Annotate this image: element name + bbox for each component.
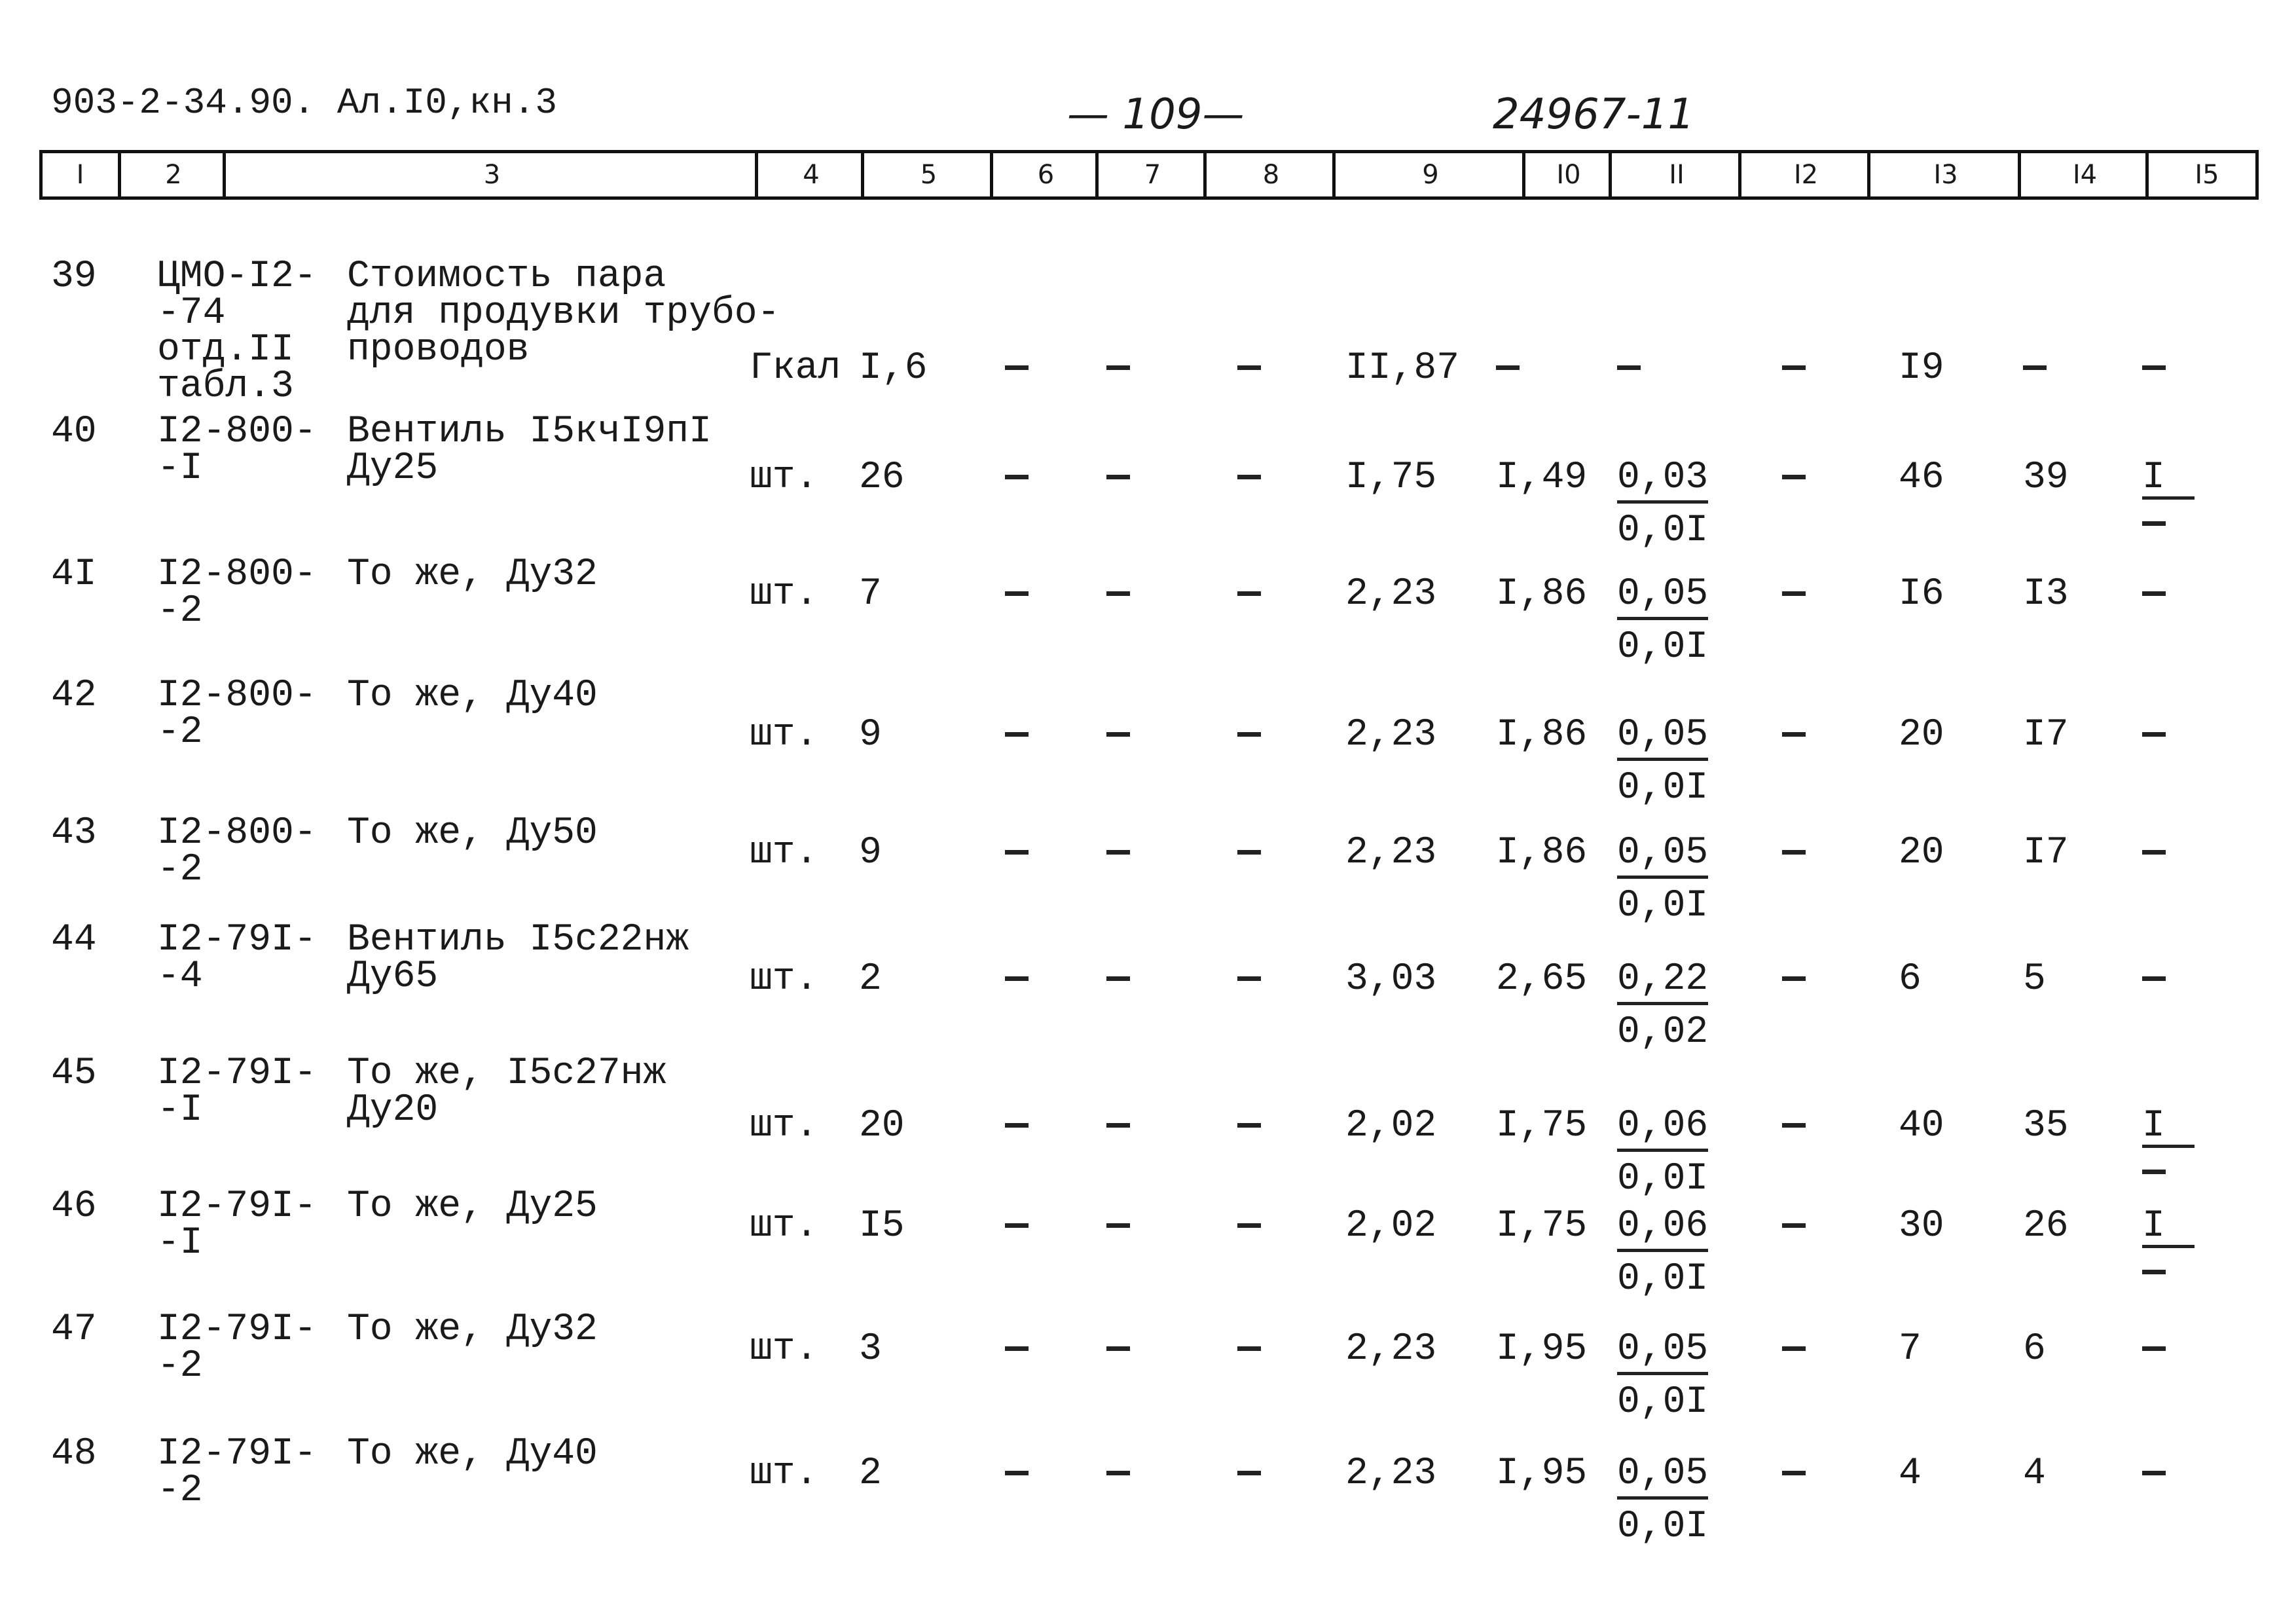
col-11-bottom: 0,0I [1617,1381,1709,1424]
col-14-value: I7 [2023,832,2069,874]
col-11-fraction [1617,1105,1709,1200]
column-number-header [39,150,2259,200]
col-9-value: 2,02 [1345,1105,1437,1147]
col-8-value [1237,576,1261,613]
col-7-value [1106,717,1130,754]
col-10-value: I,86 [1496,573,1588,616]
unit: шт. [750,1205,818,1247]
price-code: I2-79I- -2 [157,1433,317,1512]
unit: шт. [750,1328,818,1371]
price-code: I2-79I- -2 [157,1308,317,1388]
price-code: I2-800- -I [157,411,317,490]
col-13-value: 46 [1899,456,1944,499]
inventory-number: 24967-11 [1493,90,1695,139]
col-11-top: 0,06 [1617,1108,1708,1152]
price-code: I2-79I- -4 [157,919,317,998]
col-11-fraction [1617,1328,1709,1424]
col-9-value: 2,02 [1345,1205,1437,1247]
col-11-bottom: 0,0I [1617,1158,1709,1200]
column-number: 3 [223,153,758,196]
col-11-top: 0,05 [1617,576,1708,620]
col-15-bottom [2142,506,2195,543]
col-15-value [2142,835,2166,872]
col-12-value [1782,961,1806,998]
col-9-value: II,87 [1345,347,1460,390]
price-code: I2-800- -2 [157,812,317,891]
column-number: I4 [2018,153,2149,196]
col-11-bottom: 0,0I [1617,626,1709,669]
col-10-value: I,86 [1496,714,1588,756]
col-10-value: I,95 [1496,1328,1588,1371]
col-7-value [1106,1108,1130,1145]
col-15-bottom [2142,1255,2195,1291]
col-6-value [1005,1331,1029,1368]
col-9-value: 2,23 [1345,832,1437,874]
quantity: I5 [859,1205,905,1247]
col-13-value: 7 [1899,1328,1922,1371]
item-name: Стоимость пара для продувки трубо- проводов [347,255,780,371]
col-13-value: I6 [1899,573,1944,616]
item-name: То же, Ду32 [347,1308,598,1351]
column-number: I [76,160,84,190]
col-6-value [1005,1208,1029,1245]
col-8-value [1237,961,1261,998]
column-number: 7 [1095,153,1207,196]
quantity: 2 [859,958,882,1001]
row-number: 48 [51,1433,97,1475]
col-11-top: 0,05 [1617,1331,1708,1375]
col-11-bottom: 0,02 [1617,1011,1709,1054]
col-11-top: 0,05 [1617,717,1708,761]
col-8-value [1237,717,1261,754]
col-15-value [2142,350,2166,387]
col-10-value: I,95 [1496,1452,1588,1495]
price-code: I2-79I- -I [157,1185,317,1264]
column-number: 2 [118,153,226,196]
col-6-value [1005,1456,1029,1492]
column-number: 9 [1332,153,1525,196]
col-8-value [1237,1208,1261,1245]
col-14-value: I7 [2023,714,2069,756]
col-15-value [2142,717,2166,754]
col-12-value [1782,1331,1806,1368]
row-number: 45 [51,1052,97,1095]
col-11-bottom: 0,0I [1617,1505,1709,1548]
col-6-value [1005,576,1029,613]
col-13-value: 4 [1899,1452,1922,1495]
col-7-value [1106,350,1130,387]
col-10-value: I,49 [1496,456,1588,499]
document-code: 903-2-34.90. Ал.I0,кн.3 [51,82,557,124]
col-11-fraction [1617,832,1709,927]
col-6-value [1005,1108,1029,1145]
item-name: То же, Ду32 [347,553,598,596]
col-11-bottom: 0,0I [1617,1258,1709,1301]
column-number: 6 [990,153,1099,196]
item-name: То же, I5с27нж Ду20 [347,1052,666,1132]
col-7-value [1106,460,1130,496]
col-7-value [1106,1208,1130,1245]
page-number: — 109— [1067,90,1245,139]
col-11-top: 0,22 [1617,961,1708,1005]
col-12-value [1782,1456,1806,1492]
col-11-bottom: 0,0I [1617,767,1709,809]
item-name: Вентиль I5кчI9пI Ду25 [347,411,712,490]
col-10-value: 2,65 [1496,958,1588,1001]
col-9-value: 2,23 [1345,714,1437,756]
col-11-fraction [1617,573,1709,669]
col-8-value [1237,835,1261,872]
quantity: I,6 [859,347,928,390]
item-name: То же, Ду40 [347,1433,598,1475]
col-15-value [2142,1331,2166,1368]
col-9-value: 2,23 [1345,573,1437,616]
row-number: 43 [51,812,97,855]
col-13-value: 20 [1899,714,1944,756]
row-number: 47 [51,1308,97,1351]
unit: шт. [750,832,818,874]
column-number: I5 [2145,153,2265,196]
col-15-fraction [2142,1105,2195,1191]
col-7-value [1106,961,1130,998]
col-12-value [1782,835,1806,872]
col-11-fraction [1617,958,1709,1054]
col-6-value [1005,350,1029,387]
col-13-value: 30 [1899,1205,1944,1247]
col-11-top: 0,05 [1617,1456,1708,1500]
col-10-value: I,86 [1496,832,1588,874]
item-name: То же, Ду25 [347,1185,598,1228]
unit: шт. [750,456,818,499]
unit: шт. [750,714,818,756]
col-6-value [1005,460,1029,496]
unit: шт. [750,1105,818,1147]
row-number: 4I [51,553,97,596]
column-number: 5 [861,153,993,196]
col-11-fraction [1617,456,1709,552]
col-11-fraction [1617,1452,1709,1548]
col-12-value [1782,1208,1806,1245]
col-11-top: 0,06 [1617,1208,1708,1252]
row-number: 39 [51,255,97,298]
col-12-value [1782,576,1806,613]
col-11-bottom: 0,0I [1617,509,1709,552]
col-7-value [1106,1456,1130,1492]
col-14-value: I3 [2023,573,2069,616]
col-15-top: I [2142,1108,2195,1148]
col-11-top: 0,03 [1617,460,1708,504]
column-number: 4 [755,153,864,196]
quantity: 7 [859,573,882,616]
row-number: 40 [51,411,97,453]
col-10-value: I,75 [1496,1205,1588,1247]
col-6-value [1005,835,1029,872]
quantity: 9 [859,714,882,756]
col-13-value: I9 [1899,347,1944,390]
col-7-value [1106,576,1130,613]
column-number: I2 [1738,153,1870,196]
col-15-bottom [2142,1154,2195,1191]
quantity: 26 [859,456,905,499]
price-code: I2-800- -2 [157,674,317,754]
price-code: ЦМО-I2- -74 отд.II табл.3 [157,255,317,408]
col-7-value [1106,835,1130,872]
quantity: 3 [859,1328,882,1371]
column-number: I3 [1867,153,2021,196]
col-9-value: I,75 [1345,456,1437,499]
col-10-value [1496,350,1520,387]
col-8-value [1237,1108,1261,1145]
col-9-value: 2,23 [1345,1452,1437,1495]
unit: шт. [750,573,818,616]
col-8-value [1237,350,1261,387]
col-13-value: 6 [1899,958,1922,1001]
col-15-value [2142,1456,2166,1492]
price-code: I2-800- -2 [157,553,317,633]
col-12-value [1782,717,1806,754]
col-15-fraction [2142,456,2195,543]
column-number: 8 [1203,153,1336,196]
col-14-value: 4 [2023,1452,2046,1495]
col-6-value [1005,961,1029,998]
unit: Гкал [750,347,841,390]
col-14-value: 39 [2023,456,2069,499]
quantity: 20 [859,1105,905,1147]
col-15-value [2142,961,2166,998]
column-number: I0 [1522,153,1612,196]
col-9-value: 2,23 [1345,1328,1437,1371]
col-11-value [1617,350,1641,387]
col-11-fraction [1617,1205,1709,1301]
item-name: То же, Ду40 [347,674,598,717]
col-14-value [2023,350,2047,387]
col-8-value [1237,1331,1261,1368]
row-number: 46 [51,1185,97,1228]
col-13-value: 40 [1899,1105,1944,1147]
col-9-value: 3,03 [1345,958,1437,1001]
col-6-value [1005,717,1029,754]
item-name: То же, Ду50 [347,812,598,855]
col-12-value [1782,350,1806,387]
unit: шт. [750,1452,818,1495]
column-number: II [1609,153,1741,196]
col-14-value: 6 [2023,1328,2046,1371]
col-15-value [2142,576,2166,613]
col-7-value [1106,1331,1130,1368]
col-14-value: 26 [2023,1205,2069,1247]
row-number: 42 [51,674,97,717]
col-14-value: 5 [2023,958,2046,1001]
col-13-value: 20 [1899,832,1944,874]
item-name: Вентиль I5с22нж Ду65 [347,919,689,998]
quantity: 9 [859,832,882,874]
col-11-bottom: 0,0I [1617,885,1709,927]
col-10-value: I,75 [1496,1105,1588,1147]
col-14-value: 35 [2023,1105,2069,1147]
row-number: 44 [51,919,97,961]
unit: шт. [750,958,818,1001]
col-11-top: 0,05 [1617,835,1708,879]
price-code: I2-79I- -I [157,1052,317,1132]
quantity: 2 [859,1452,882,1495]
col-12-value [1782,460,1806,496]
col-15-top: I [2142,460,2195,500]
col-11-fraction [1617,714,1709,809]
col-15-top: I [2142,1208,2195,1248]
col-15-fraction [2142,1205,2195,1291]
col-8-value [1237,460,1261,496]
col-8-value [1237,1456,1261,1492]
col-12-value [1782,1108,1806,1145]
